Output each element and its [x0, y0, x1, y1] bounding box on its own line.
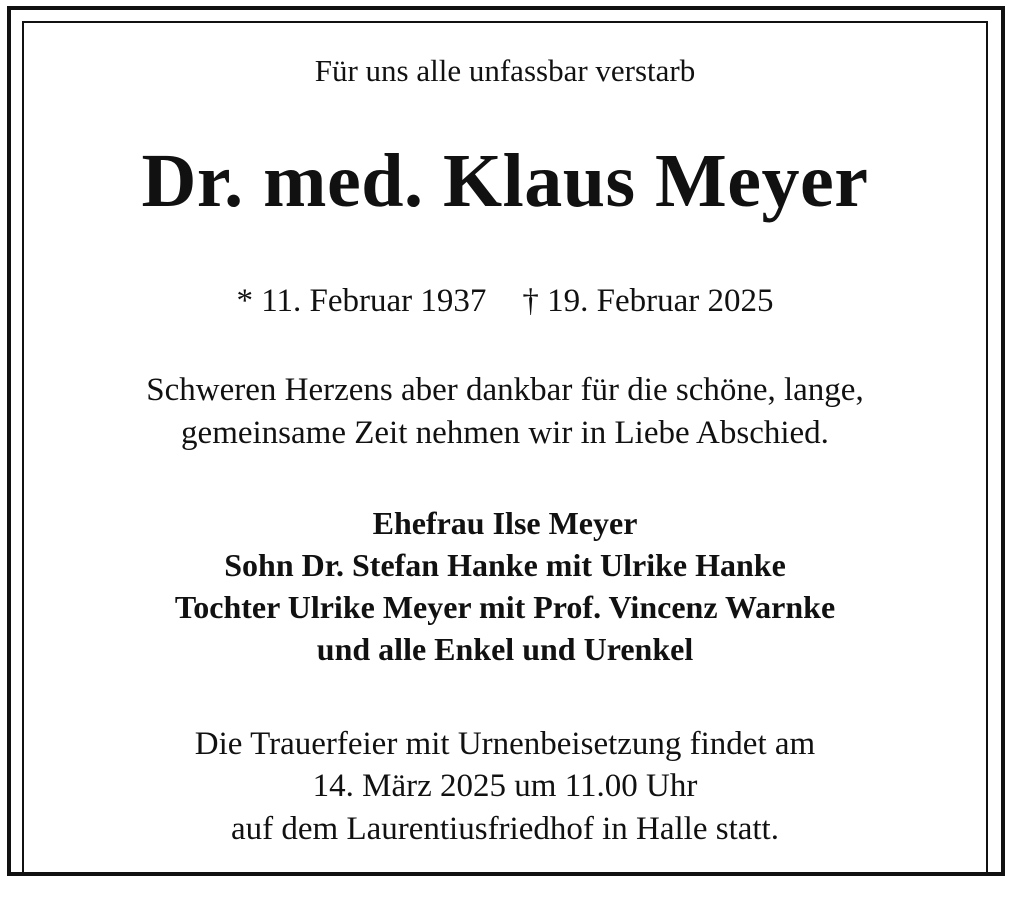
ceremony-location: auf dem Laurentiusfriedhof in Halle statt. — [231, 811, 779, 847]
family-grandchildren: und alle Enkel und Urenkel — [316, 631, 694, 667]
obituary-notice — [22, 21, 988, 876]
family-member-daughter: Tochter Ulrike Meyer mit Prof. Vincenz Warnke — [174, 589, 836, 625]
family-member-spouse: Ehefrau Ilse Meyer — [372, 505, 638, 541]
ceremony-line-1: Die Trauerfeier mit Urnenbeisetzung findet am — [194, 726, 816, 762]
deceased-name: Dr. med. Klaus Meyer — [141, 139, 869, 223]
ceremony-date-time: 14. März 2025 um 11.00 Uhr — [312, 768, 698, 804]
family-member-son: Sohn Dr. Stefan Hanke mit Ulrike Hanke — [224, 547, 786, 583]
death-date: † 19. Februar 2025 — [522, 283, 774, 319]
birth-date: * 11. Februar 1937 — [236, 283, 487, 319]
life-dates — [24, 279, 986, 323]
intro-text: Für uns alle unfassbar verstarb — [314, 53, 696, 88]
message-line-2: gemeinsame Zeit nehmen wir in Liebe Abschied. — [181, 415, 829, 451]
message-line-1: Schweren Herzens aber dankbar für die schöne, lange, — [146, 372, 864, 408]
